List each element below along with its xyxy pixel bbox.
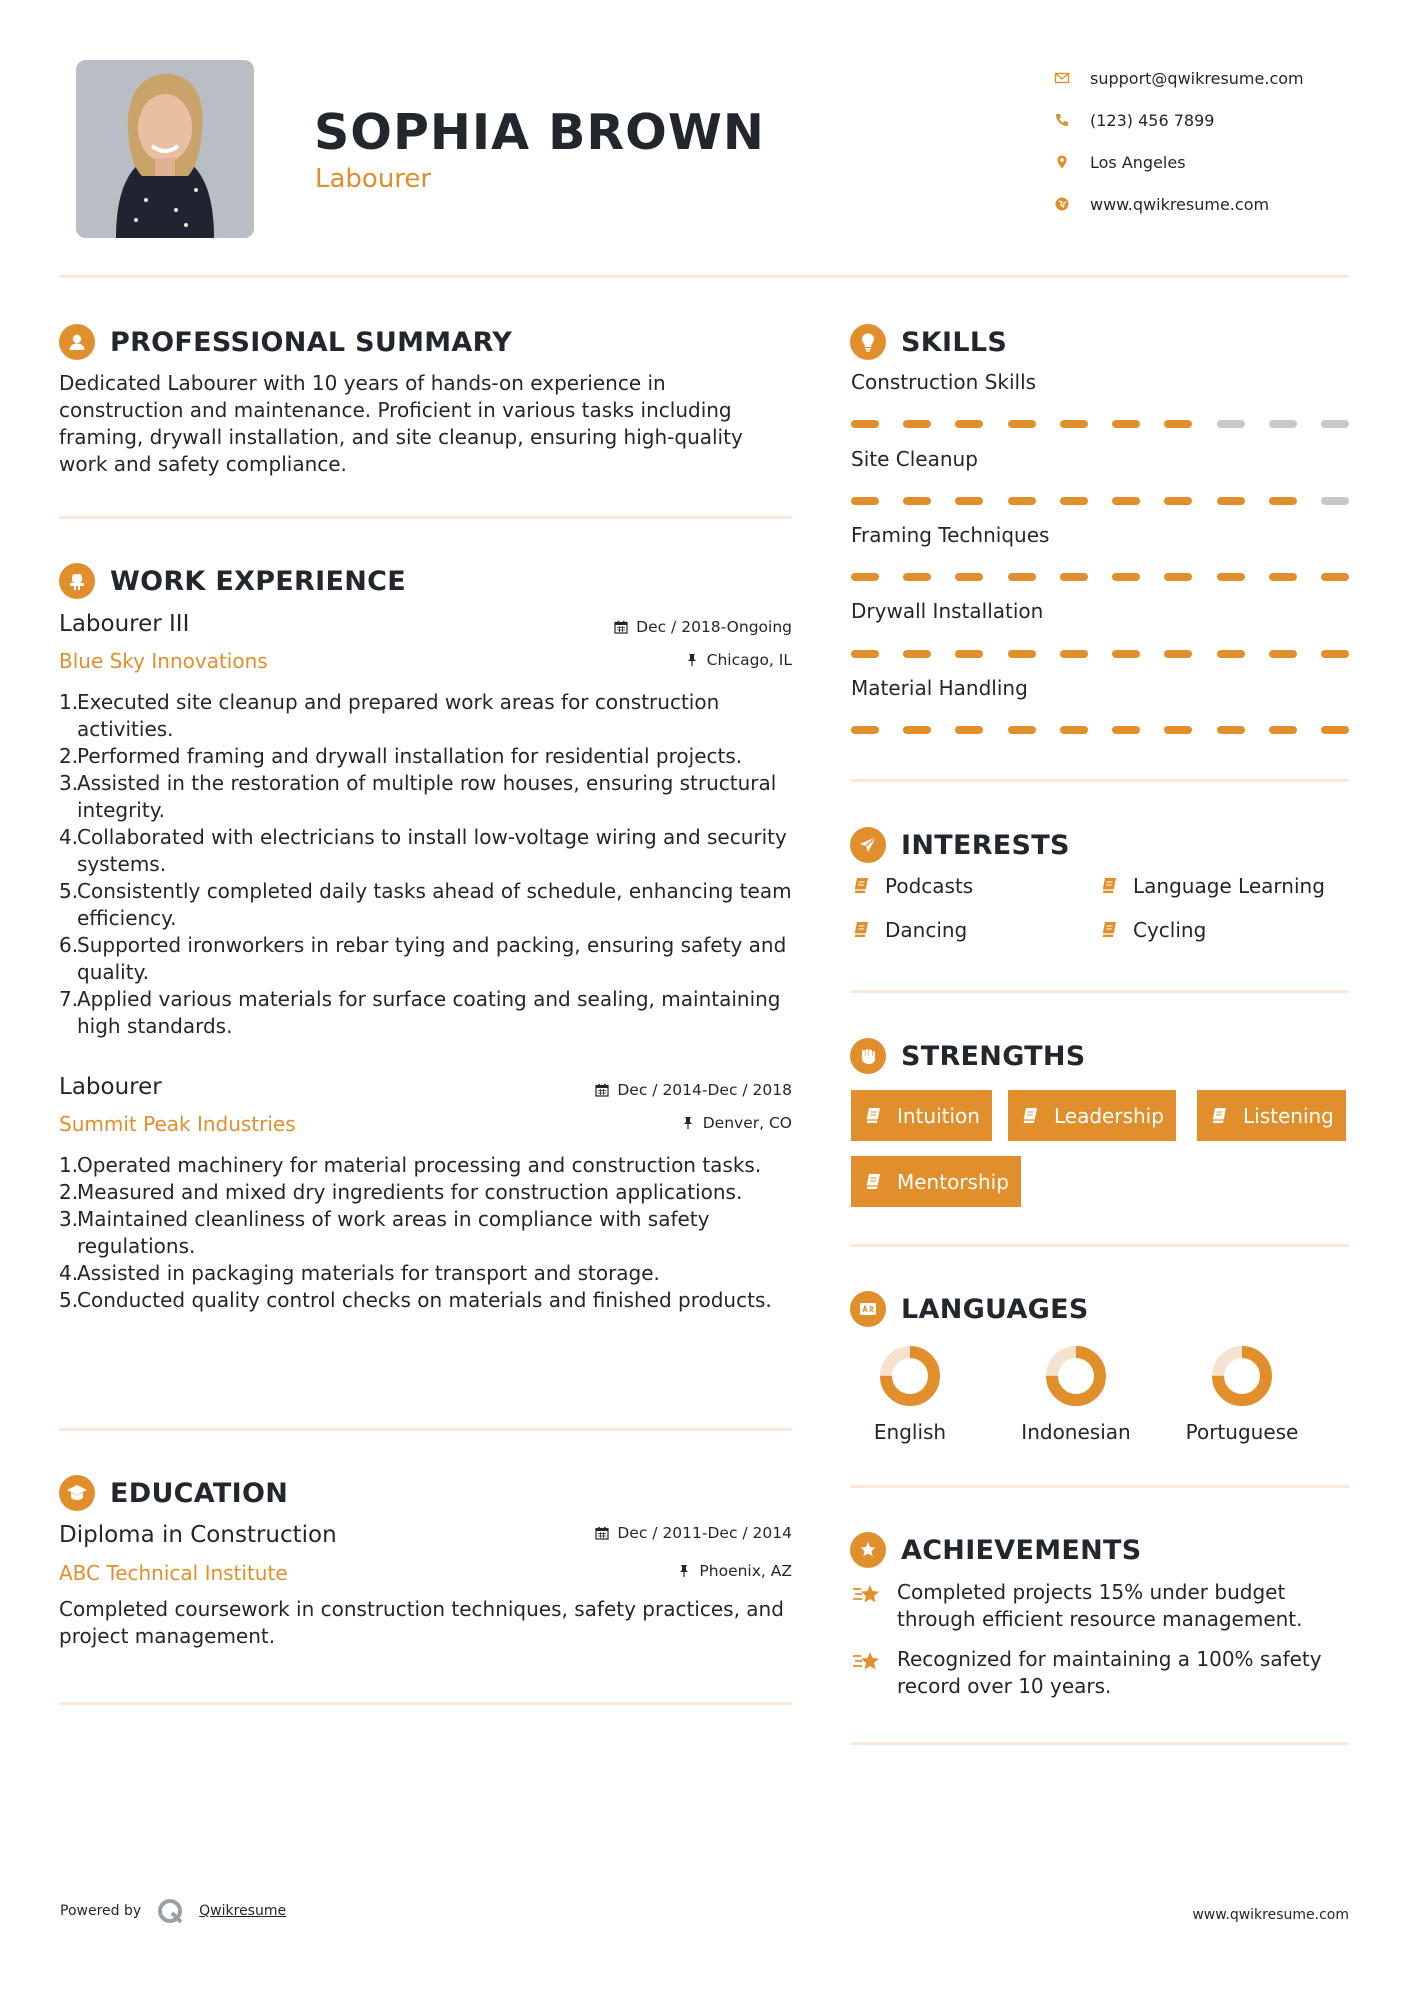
skills-heading — [850, 324, 1007, 360]
education-location-text: Phoenix, AZ — [699, 1562, 792, 1580]
job-2-location-text: Denver, CO — [702, 1114, 792, 1132]
education-degree: Diploma in Construction — [59, 1522, 337, 1548]
contact-location — [1054, 141, 1384, 183]
education-divider — [59, 1702, 792, 1705]
book-icon — [851, 920, 871, 940]
strength-chip: Listening — [1197, 1090, 1346, 1141]
achievements-divider — [851, 1742, 1349, 1745]
skill-rating — [851, 420, 1349, 428]
skill-dot-empty — [1321, 420, 1349, 428]
skill-dot-filled — [1164, 497, 1192, 505]
contact-email[interactable] — [1054, 57, 1384, 99]
experience-divider — [59, 1428, 792, 1431]
skill-dot-filled — [955, 420, 983, 428]
skill-dot-filled — [903, 726, 931, 734]
skill-dot-filled — [851, 650, 879, 658]
language-name: English — [873, 1420, 947, 1444]
education-heading-text: EDUCATION — [110, 1477, 289, 1509]
job-duty: 1. Executed site cleanup and prepared work areas for construction activities. — [59, 690, 720, 741]
languages-divider — [851, 1485, 1349, 1488]
skill-dot-filled — [1164, 650, 1192, 658]
calendar-icon — [595, 1526, 609, 1540]
job-2-dates — [595, 1081, 792, 1099]
language-progress-ring — [1210, 1344, 1274, 1408]
education-dates-text: Dec / 2011-Dec / 2014 — [617, 1524, 792, 1542]
briefcase-icon — [59, 563, 95, 599]
book-icon — [851, 876, 871, 896]
footer-website[interactable]: www.qwikresume.com — [1192, 1907, 1349, 1923]
envelope-icon — [1054, 70, 1090, 86]
skill-rating — [851, 497, 1349, 505]
skill-dot-filled — [903, 420, 931, 428]
skill-dot-filled — [1008, 497, 1036, 505]
contact-block — [1054, 57, 1384, 225]
skill-rating — [851, 573, 1349, 581]
job-2-company: Summit Peak Industries — [59, 1112, 296, 1136]
contact-website[interactable] — [1054, 183, 1384, 225]
education-location — [677, 1562, 792, 1580]
paper-plane-icon — [850, 827, 886, 863]
job-1-role: Labourer III — [59, 611, 190, 637]
phone-icon — [1054, 112, 1090, 128]
skill-dot-filled — [1269, 573, 1297, 581]
job-duty: 7. Applied various materials for surface coating and sealing, maintaining high standards. — [59, 987, 781, 1038]
summary-heading — [59, 324, 512, 360]
achievements-heading-text: ACHIEVEMENTS — [901, 1534, 1142, 1566]
strengths-heading — [850, 1038, 1086, 1074]
book-icon — [863, 1172, 883, 1192]
interest-item: Language Learning — [1099, 874, 1325, 898]
contact-phone-text: (123) 456 7899 — [1090, 110, 1215, 130]
achievement-item: Recognized for maintaining a 100% safety record over 10 years. — [851, 1646, 1349, 1700]
language-item — [1162, 1344, 1322, 1444]
book-icon — [1099, 920, 1119, 940]
interest-item: Dancing — [851, 918, 967, 942]
skill-dot-filled — [1321, 726, 1349, 734]
job-duty: 3. Maintained cleanliness of work areas in compliance with safety regulations. — [59, 1207, 710, 1258]
skill-dot-filled — [955, 650, 983, 658]
skill-dot-empty — [1217, 420, 1245, 428]
strength-chip: Mentorship — [851, 1156, 1021, 1207]
skill-label: Framing Techniques — [851, 523, 1050, 547]
skill-dot-filled — [1164, 573, 1192, 581]
fist-icon — [850, 1038, 886, 1074]
candidate-name: SOPHIA BROWN — [314, 104, 765, 161]
skill-dot-empty — [1269, 420, 1297, 428]
shooting-star-icon — [851, 1581, 883, 1609]
header-divider — [59, 275, 1349, 278]
footer-powered-by — [60, 1896, 286, 1926]
skill-dot-filled — [1112, 726, 1140, 734]
language-progress-ring — [878, 1344, 942, 1408]
interests-heading — [850, 827, 1070, 863]
pushpin-icon — [677, 1564, 691, 1578]
skill-dot-filled — [903, 650, 931, 658]
achievements-heading — [850, 1532, 1142, 1568]
skill-label: Site Cleanup — [851, 447, 978, 471]
user-icon — [59, 324, 95, 360]
language-item — [996, 1344, 1156, 1444]
job-duty: 4. Collaborated with electricians to install low-voltage wiring and security systems. — [59, 825, 787, 876]
skill-dot-filled — [1217, 726, 1245, 734]
interest-item: Cycling — [1099, 918, 1206, 942]
interest-item: Podcasts — [851, 874, 973, 898]
skill-dot-filled — [851, 497, 879, 505]
job-duty: 4. Assisted in packaging materials for transport and storage. — [59, 1261, 660, 1285]
job-2-role: Labourer — [59, 1074, 162, 1100]
job-1-duties — [59, 689, 794, 1040]
skill-dot-empty — [1321, 497, 1349, 505]
job-duty: 3. Assisted in the restoration of multiple row houses, ensuring structural integrity. — [59, 771, 777, 822]
experience-heading-text: WORK EXPERIENCE — [110, 565, 406, 597]
skill-dot-filled — [851, 726, 879, 734]
contact-website-text: www.qwikresume.com — [1090, 194, 1270, 214]
translate-icon — [850, 1291, 886, 1327]
skill-label: Material Handling — [851, 676, 1028, 700]
strengths-heading-text: STRENGTHS — [901, 1040, 1086, 1072]
interests-divider — [851, 990, 1349, 993]
skill-dot-filled — [1164, 726, 1192, 734]
job-duty: 1. Operated machinery for material processing and construction tasks. — [59, 1153, 762, 1177]
book-icon — [1020, 1106, 1040, 1126]
job-1-company: Blue Sky Innovations — [59, 649, 268, 673]
summary-heading-text: PROFESSIONAL SUMMARY — [110, 326, 513, 358]
lightbulb-icon — [850, 324, 886, 360]
shooting-star-icon — [851, 1648, 883, 1676]
skill-dot-filled — [1164, 420, 1192, 428]
map-pin-icon — [1054, 154, 1090, 170]
skill-dot-filled — [1217, 650, 1245, 658]
graduation-cap-icon — [59, 1475, 95, 1511]
book-icon — [1099, 876, 1119, 896]
skill-dot-filled — [1060, 726, 1088, 734]
skill-dot-filled — [1269, 497, 1297, 505]
skill-dot-filled — [1060, 650, 1088, 658]
profile-photo — [76, 60, 254, 238]
skill-dot-filled — [1060, 573, 1088, 581]
strengths-divider — [851, 1244, 1349, 1247]
skill-label: Drywall Installation — [851, 599, 1044, 623]
pushpin-icon — [685, 653, 699, 667]
job-1-dates — [614, 618, 792, 636]
achievement-item: Completed projects 15% under budget through efficient resource management. — [851, 1579, 1349, 1633]
strength-chip: Leadership — [1008, 1090, 1176, 1141]
experience-heading — [59, 563, 406, 599]
skill-dot-filled — [1060, 497, 1088, 505]
education-dates — [595, 1524, 792, 1542]
language-item — [830, 1344, 990, 1444]
skill-rating — [851, 726, 1349, 734]
candidate-title: Labourer — [315, 164, 432, 194]
skill-dot-filled — [1008, 573, 1036, 581]
job-1-dates-text: Dec / 2018-Ongoing — [636, 618, 792, 636]
job-duty: 2. Performed framing and drywall installation for residential projects. — [59, 744, 743, 768]
skill-dot-filled — [1321, 650, 1349, 658]
job-duty: 2. Measured and mixed dry ingredients for construction applications. — [59, 1180, 743, 1204]
powered-by-text: Powered by — [60, 1903, 142, 1919]
skill-rating — [851, 650, 1349, 658]
strength-chip: Intuition — [851, 1090, 992, 1141]
pushpin-icon — [681, 1116, 695, 1130]
skills-divider — [851, 779, 1349, 782]
calendar-icon — [614, 620, 628, 634]
language-progress-ring — [1044, 1344, 1108, 1408]
qwikresume-link[interactable]: Qwikresume — [199, 1903, 287, 1919]
education-heading — [59, 1475, 288, 1511]
language-name: Portuguese — [1185, 1420, 1299, 1444]
skill-dot-filled — [851, 573, 879, 581]
skill-dot-filled — [1112, 420, 1140, 428]
skill-dot-filled — [903, 573, 931, 581]
globe-icon — [1054, 196, 1090, 212]
language-name: Indonesian — [1021, 1420, 1131, 1444]
skill-dot-filled — [1321, 573, 1349, 581]
skill-dot-filled — [1217, 497, 1245, 505]
summary-divider — [59, 516, 792, 519]
skills-heading-text: SKILLS — [901, 326, 1008, 358]
job-duty: 6. Supported ironworkers in rebar tying and packing, ensuring safety and quality. — [59, 933, 787, 984]
education-school: ABC Technical Institute — [59, 1561, 288, 1585]
skill-dot-filled — [955, 497, 983, 505]
skill-label: Construction Skills — [851, 370, 1037, 394]
skill-dot-filled — [1269, 726, 1297, 734]
skill-dot-filled — [955, 726, 983, 734]
skill-dot-filled — [1008, 650, 1036, 658]
skill-dot-filled — [1008, 420, 1036, 428]
skill-dot-filled — [1112, 650, 1140, 658]
contact-phone[interactable] — [1054, 99, 1384, 141]
book-icon — [1209, 1106, 1229, 1126]
job-1-location — [685, 651, 792, 669]
trophy-star-icon — [850, 1532, 886, 1568]
book-icon — [863, 1106, 883, 1126]
job-duty: 5. Conducted quality control checks on materials and finished products. — [59, 1288, 772, 1312]
skill-dot-filled — [851, 420, 879, 428]
calendar-icon — [595, 1083, 609, 1097]
languages-heading-text: LANGUAGES — [901, 1293, 1089, 1325]
qwikresume-logo-icon — [155, 1896, 185, 1926]
skill-dot-filled — [1060, 420, 1088, 428]
job-2-location — [681, 1114, 792, 1132]
skill-dot-filled — [955, 573, 983, 581]
languages-heading — [850, 1291, 1089, 1327]
education-text: Completed coursework in construction techniques, safety practices, and project management. — [59, 1597, 784, 1648]
job-2-duties — [59, 1152, 794, 1314]
skill-dot-filled — [1112, 573, 1140, 581]
skill-dot-filled — [1008, 726, 1036, 734]
skill-dot-filled — [1217, 573, 1245, 581]
job-duty: 5. Consistently completed daily tasks ahead of schedule, enhancing team efficiency. — [59, 879, 792, 930]
skill-dot-filled — [1269, 650, 1297, 658]
job-1-location-text: Chicago, IL — [706, 651, 792, 669]
contact-email-text: support@qwikresume.com — [1090, 68, 1304, 88]
summary-text: Dedicated Labourer with 10 years of hands-on experience in construction and maintenance. Proficient in various tasks including framing, drywall installation, and site cleanup, ensuring high-quality work and safety compliance. — [59, 371, 743, 476]
contact-location-text: Los Angeles — [1090, 152, 1186, 172]
skill-dot-filled — [1112, 497, 1140, 505]
job-2-dates-text: Dec / 2014-Dec / 2018 — [617, 1081, 792, 1099]
skill-dot-filled — [903, 497, 931, 505]
interests-heading-text: INTERESTS — [901, 829, 1070, 861]
